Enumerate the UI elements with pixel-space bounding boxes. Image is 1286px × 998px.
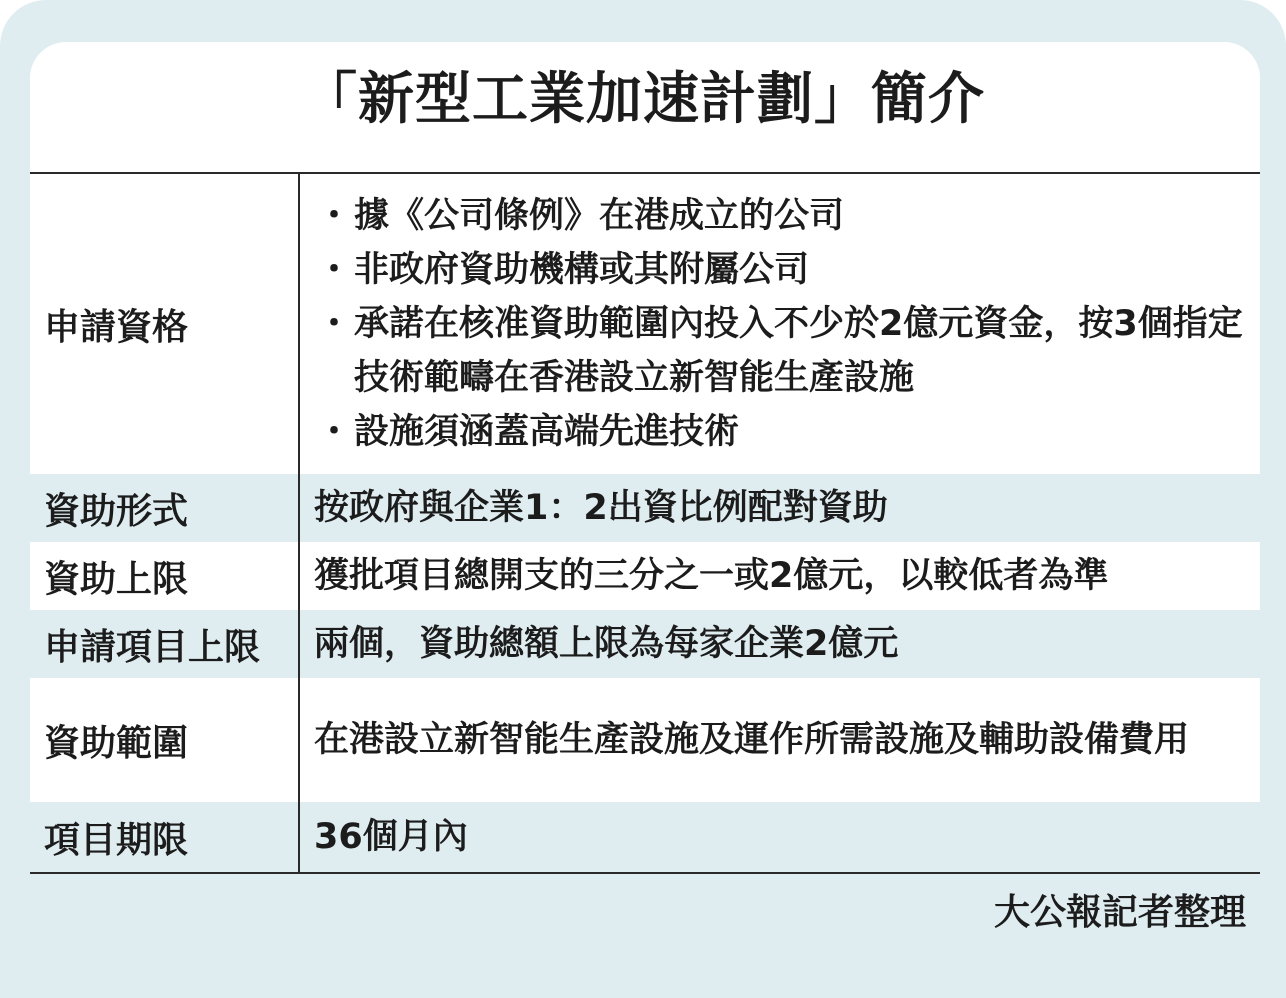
bullet-marker: ・ <box>316 304 352 344</box>
row-content: 兩個，資助總額上限為每家企業2億元 <box>314 624 899 664</box>
table-row-eligibility <box>30 174 1260 474</box>
list-item <box>314 405 1250 459</box>
row-label: 項目期限 <box>30 802 300 872</box>
list-item-text: 據《公司條例》在港成立的公司 <box>354 196 845 236</box>
row-content: 36個月內 <box>314 817 468 857</box>
row-content: 獲批項目總開支的三分之一或2億元，以較低者為準 <box>314 556 1109 596</box>
source-credit: 大公報記者整理 <box>993 892 1246 933</box>
table-row-funding-scope <box>30 678 1260 802</box>
bullet-marker: ・ <box>316 250 352 290</box>
row-label: 資助形式 <box>30 474 300 542</box>
list-item-text: 承諾在核准資助範圍內投入不少於2億元資金，按3個指定技術範疇在香港設立新智能生產設施 <box>354 304 1243 398</box>
list-item-text: 非政府資助機構或其附屬公司 <box>354 250 810 290</box>
table-row-duration <box>30 802 1260 872</box>
row-label: 申請項目上限 <box>30 610 300 678</box>
row-content <box>300 174 1260 474</box>
list-item <box>314 297 1250 405</box>
table-row-project-limit <box>30 610 1260 678</box>
table-row-funding-form <box>30 474 1260 542</box>
bullet-marker: ・ <box>316 412 352 452</box>
bullet-marker: ・ <box>316 196 352 236</box>
list-item-text: 設施須涵蓋高端先進技術 <box>354 412 740 452</box>
list-item <box>314 189 1250 243</box>
row-label: 資助範圍 <box>30 678 300 802</box>
page-title: 「新型工業加速計劃」簡介 <box>301 67 985 132</box>
row-content: 按政府與企業1：2出資比例配對資助 <box>314 488 888 528</box>
row-content: 在港設立新智能生產設施及運作所需設施及輔助設備費用 <box>314 720 1190 760</box>
info-table <box>30 172 1260 874</box>
row-label: 申請資格 <box>30 174 300 474</box>
table-row-funding-cap <box>30 542 1260 610</box>
list-item <box>314 243 1250 297</box>
row-label: 資助上限 <box>30 542 300 610</box>
